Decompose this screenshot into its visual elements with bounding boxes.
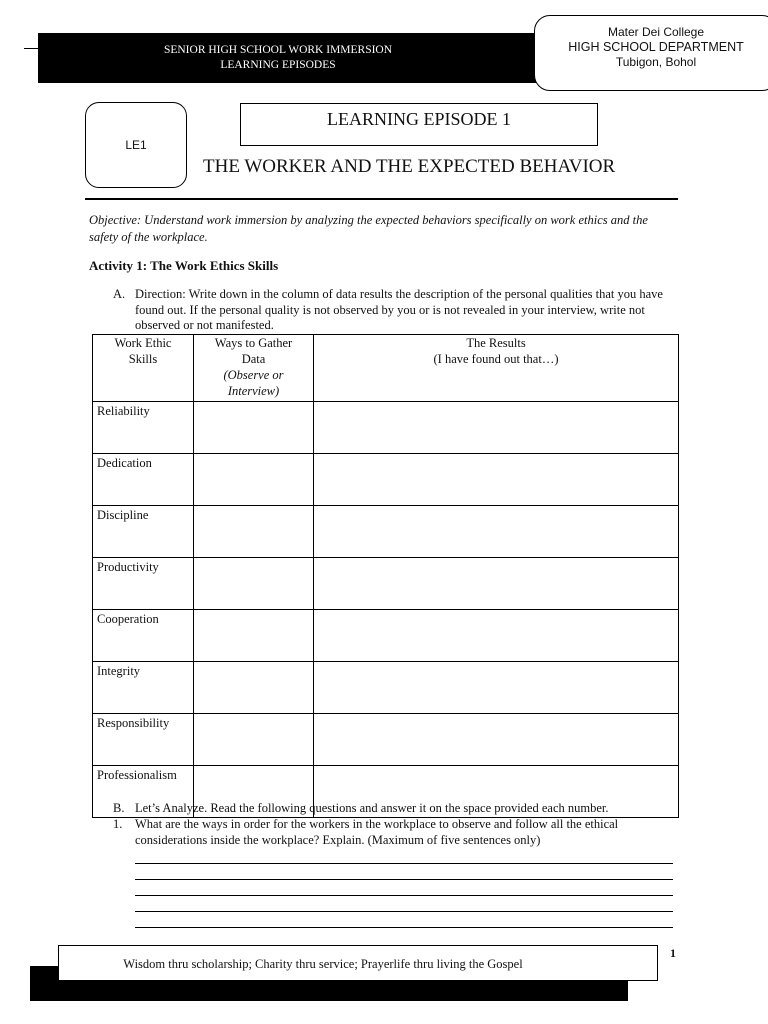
- results-cell[interactable]: [314, 714, 679, 766]
- direction-text: Direction: Write down in the column of data results the description of the personal qualities that you have found out. If the personal quality is not observed by you or is not revealed in your interview, write not observed or not manifested.: [135, 287, 663, 332]
- table-row: [93, 506, 679, 558]
- skill-cell: Cooperation: [93, 610, 194, 662]
- header-banner: [38, 33, 608, 83]
- results-cell[interactable]: [314, 402, 679, 454]
- header-divider: [24, 48, 38, 49]
- header-line: Data: [241, 352, 266, 366]
- gather-method-cell[interactable]: [194, 662, 314, 714]
- gather-method-cell[interactable]: [194, 506, 314, 558]
- episode-title: LEARNING EPISODE 1: [240, 103, 598, 146]
- skill-cell: Productivity: [93, 558, 194, 610]
- answer-line[interactable]: [135, 879, 673, 880]
- results-cell[interactable]: [314, 558, 679, 610]
- analyze-item: [113, 800, 673, 816]
- skill-cell: Professionalism: [93, 766, 194, 818]
- header-results: [314, 335, 679, 402]
- program-subtitle: LEARNING EPISODES: [220, 59, 336, 71]
- table-row: [93, 662, 679, 714]
- table-row: [93, 454, 679, 506]
- skill-cell: Discipline: [93, 506, 194, 558]
- results-cell[interactable]: [314, 610, 679, 662]
- skill-cell: Dedication: [93, 454, 194, 506]
- gather-method-cell[interactable]: [194, 402, 314, 454]
- answer-line[interactable]: [135, 927, 673, 928]
- program-title: SENIOR HIGH SCHOOL WORK IMMERSION: [163, 44, 393, 56]
- table-row: [93, 714, 679, 766]
- school-info-box: [534, 15, 768, 91]
- header-ways-to-gather: [194, 335, 314, 402]
- header-line: (I have found out that…): [433, 352, 559, 366]
- skill-cell: Responsibility: [93, 714, 194, 766]
- gather-method-cell[interactable]: [194, 454, 314, 506]
- header-line: Work Ethic: [114, 336, 172, 350]
- header-line: Ways to Gather: [214, 336, 293, 350]
- header-work-ethic-skills: [93, 335, 194, 402]
- objective-text: Objective: Understand work immersion by analyzing the expected behaviors specifically on work ethics and the safety of the workplace.: [89, 213, 648, 244]
- header-line: (Observe or: [223, 368, 284, 382]
- work-ethics-table: [92, 334, 679, 818]
- school-department: HIGH SCHOOL DEPARTMENT: [568, 40, 744, 54]
- school-name: Mater Dei College: [607, 25, 705, 39]
- school-location: Tubigon, Bohol: [615, 55, 697, 69]
- header-line: Interview): [227, 384, 280, 398]
- episode-badge: LE1: [85, 102, 187, 188]
- direction-letter: A.: [113, 287, 126, 301]
- skill-cell: Reliability: [93, 402, 194, 454]
- analyze-text: Let’s Analyze. Read the following questions and answer it on the space provided each number.: [135, 801, 609, 815]
- results-cell[interactable]: [314, 506, 679, 558]
- gather-method-cell[interactable]: [194, 610, 314, 662]
- direction-item: [113, 287, 673, 333]
- page-number: 1: [670, 946, 676, 960]
- header-line: The Results: [466, 336, 526, 350]
- episode-subtitle: THE WORKER AND THE EXPECTED BEHAVIOR: [203, 156, 616, 177]
- gather-method-cell[interactable]: [194, 558, 314, 610]
- header-line: Skills: [128, 352, 158, 366]
- analyze-letter: B.: [113, 801, 125, 815]
- results-cell[interactable]: [314, 454, 679, 506]
- answer-line[interactable]: [135, 863, 673, 864]
- activity-title: Activity 1: The Work Ethics Skills: [89, 258, 279, 273]
- table-header-row: [93, 335, 679, 402]
- question-text: What are the ways in order for the workers in the workplace to observe and follow all the ethical considerations inside the workplace? Explain. (Maximum of five sentences only): [135, 817, 619, 847]
- results-cell[interactable]: [314, 662, 679, 714]
- skill-cell: Integrity: [93, 662, 194, 714]
- question-item: [113, 816, 673, 848]
- footer-motto: Wisdom thru scholarship; Charity thru service; Prayerlife thru living the Gospel: [58, 945, 658, 981]
- table-row: [93, 610, 679, 662]
- answer-line[interactable]: [135, 911, 673, 912]
- title-divider: [85, 198, 678, 200]
- question-number: 1.: [113, 817, 123, 831]
- table-row: [93, 558, 679, 610]
- analyze-section: [113, 800, 673, 848]
- gather-method-cell[interactable]: [194, 714, 314, 766]
- answer-line[interactable]: [135, 895, 673, 896]
- table-row: [93, 402, 679, 454]
